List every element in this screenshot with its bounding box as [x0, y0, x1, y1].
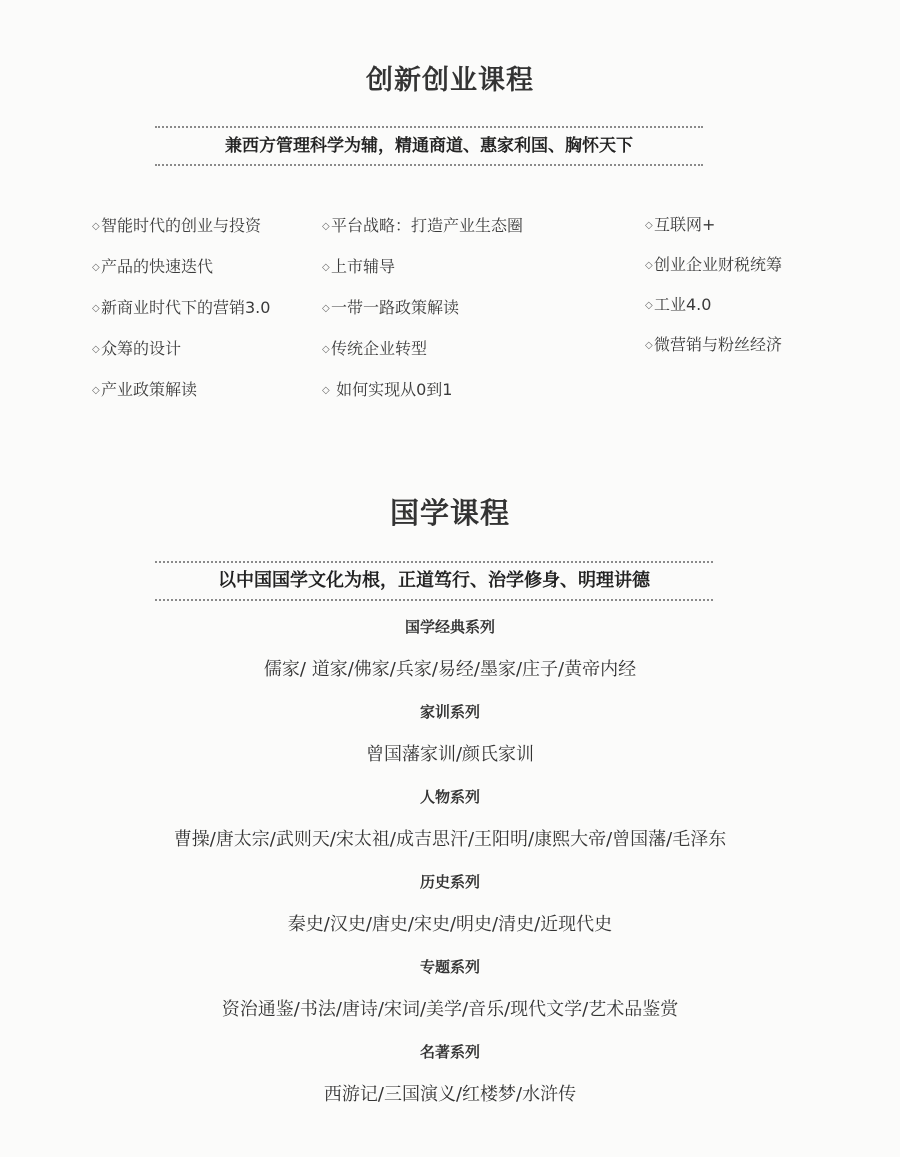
series-heading: 人物系列 — [419, 788, 480, 806]
course-list-column-1 — [92, 213, 270, 418]
section-title-sinology: 国学课程 — [389, 496, 510, 530]
diamond-bullet-icon: ◇ — [92, 262, 100, 273]
course-item: ◇上市辅导 — [322, 254, 523, 295]
series-heading: 专题系列 — [419, 958, 480, 976]
sinology-series-list — [0, 613, 900, 1123]
diamond-bullet-icon: ◇ — [645, 260, 653, 271]
course-list-column-2 — [322, 213, 523, 418]
diamond-bullet-icon: ◇ — [645, 340, 653, 351]
diamond-bullet-icon: ◇ — [92, 221, 100, 232]
diamond-bullet-icon: ◇ — [322, 344, 330, 355]
series-items: 曾国藩家训/颜氏家训 — [365, 744, 535, 765]
diamond-bullet-icon: ◇ — [645, 220, 653, 231]
series-block — [0, 953, 900, 1038]
diamond-bullet-icon: ◇ — [322, 385, 330, 396]
series-block — [0, 1038, 900, 1123]
series-items: 儒家/ 道家/佛家/兵家/易经/墨家/庄子/黄帝内经 — [263, 659, 637, 680]
diamond-bullet-icon: ◇ — [92, 385, 100, 396]
series-block — [0, 868, 900, 953]
diamond-bullet-icon: ◇ — [322, 303, 330, 314]
series-items: 秦史/汉史/唐史/宋史/明史/清史/近现代史 — [287, 914, 613, 935]
course-item: ◇产品的快速迭代 — [92, 254, 270, 295]
series-block — [0, 783, 900, 868]
course-item: ◇传统企业转型 — [322, 336, 523, 377]
section-subtitle-entrepreneurship: 兼西方管理科学为辅，精通商道、惠家利国、胸怀天下 — [155, 126, 703, 166]
series-items: 曹操/唐太宗/武则天/宋太祖/成吉思汗/王阳明/康熙大帝/曾国藩/毛泽东 — [173, 829, 727, 850]
course-item: ◇互联网+ — [645, 212, 782, 252]
course-item: ◇产业政策解读 — [92, 377, 270, 418]
course-item: ◇新商业时代下的营销3.0 — [92, 295, 270, 336]
course-item: ◇一带一路政策解读 — [322, 295, 523, 336]
course-list-column-3 — [645, 212, 782, 372]
diamond-bullet-icon: ◇ — [92, 303, 100, 314]
course-item: ◇平台战略：打造产业生态圈 — [322, 213, 523, 254]
series-block — [0, 698, 900, 783]
diamond-bullet-icon: ◇ — [645, 300, 653, 311]
series-block — [0, 613, 900, 698]
section-title-entrepreneurship: 创新创业课程 — [366, 65, 534, 96]
course-item: ◇众筹的设计 — [92, 336, 270, 377]
diamond-bullet-icon: ◇ — [322, 221, 330, 232]
series-heading: 历史系列 — [419, 873, 480, 891]
series-items: 资治通鉴/书法/唐诗/宋词/美学/音乐/现代文学/艺术品鉴赏 — [221, 999, 679, 1020]
course-item: ◇智能时代的创业与投资 — [92, 213, 270, 254]
series-heading: 国学经典系列 — [404, 618, 495, 636]
course-item: ◇创业企业财税统筹 — [645, 252, 782, 292]
series-heading: 名著系列 — [419, 1043, 480, 1061]
course-item: ◇工业4.0 — [645, 292, 782, 332]
course-item: ◇ 如何实现从0到1 — [322, 377, 523, 418]
diamond-bullet-icon: ◇ — [322, 262, 330, 273]
diamond-bullet-icon: ◇ — [92, 344, 100, 355]
series-heading: 家训系列 — [419, 703, 480, 721]
series-items: 西游记/三国演义/红楼梦/水浒传 — [323, 1084, 577, 1105]
section-subtitle-sinology: 以中国国学文化为根，正道笃行、治学修身、明理讲德 — [155, 561, 713, 601]
course-item: ◇微营销与粉丝经济 — [645, 332, 782, 372]
